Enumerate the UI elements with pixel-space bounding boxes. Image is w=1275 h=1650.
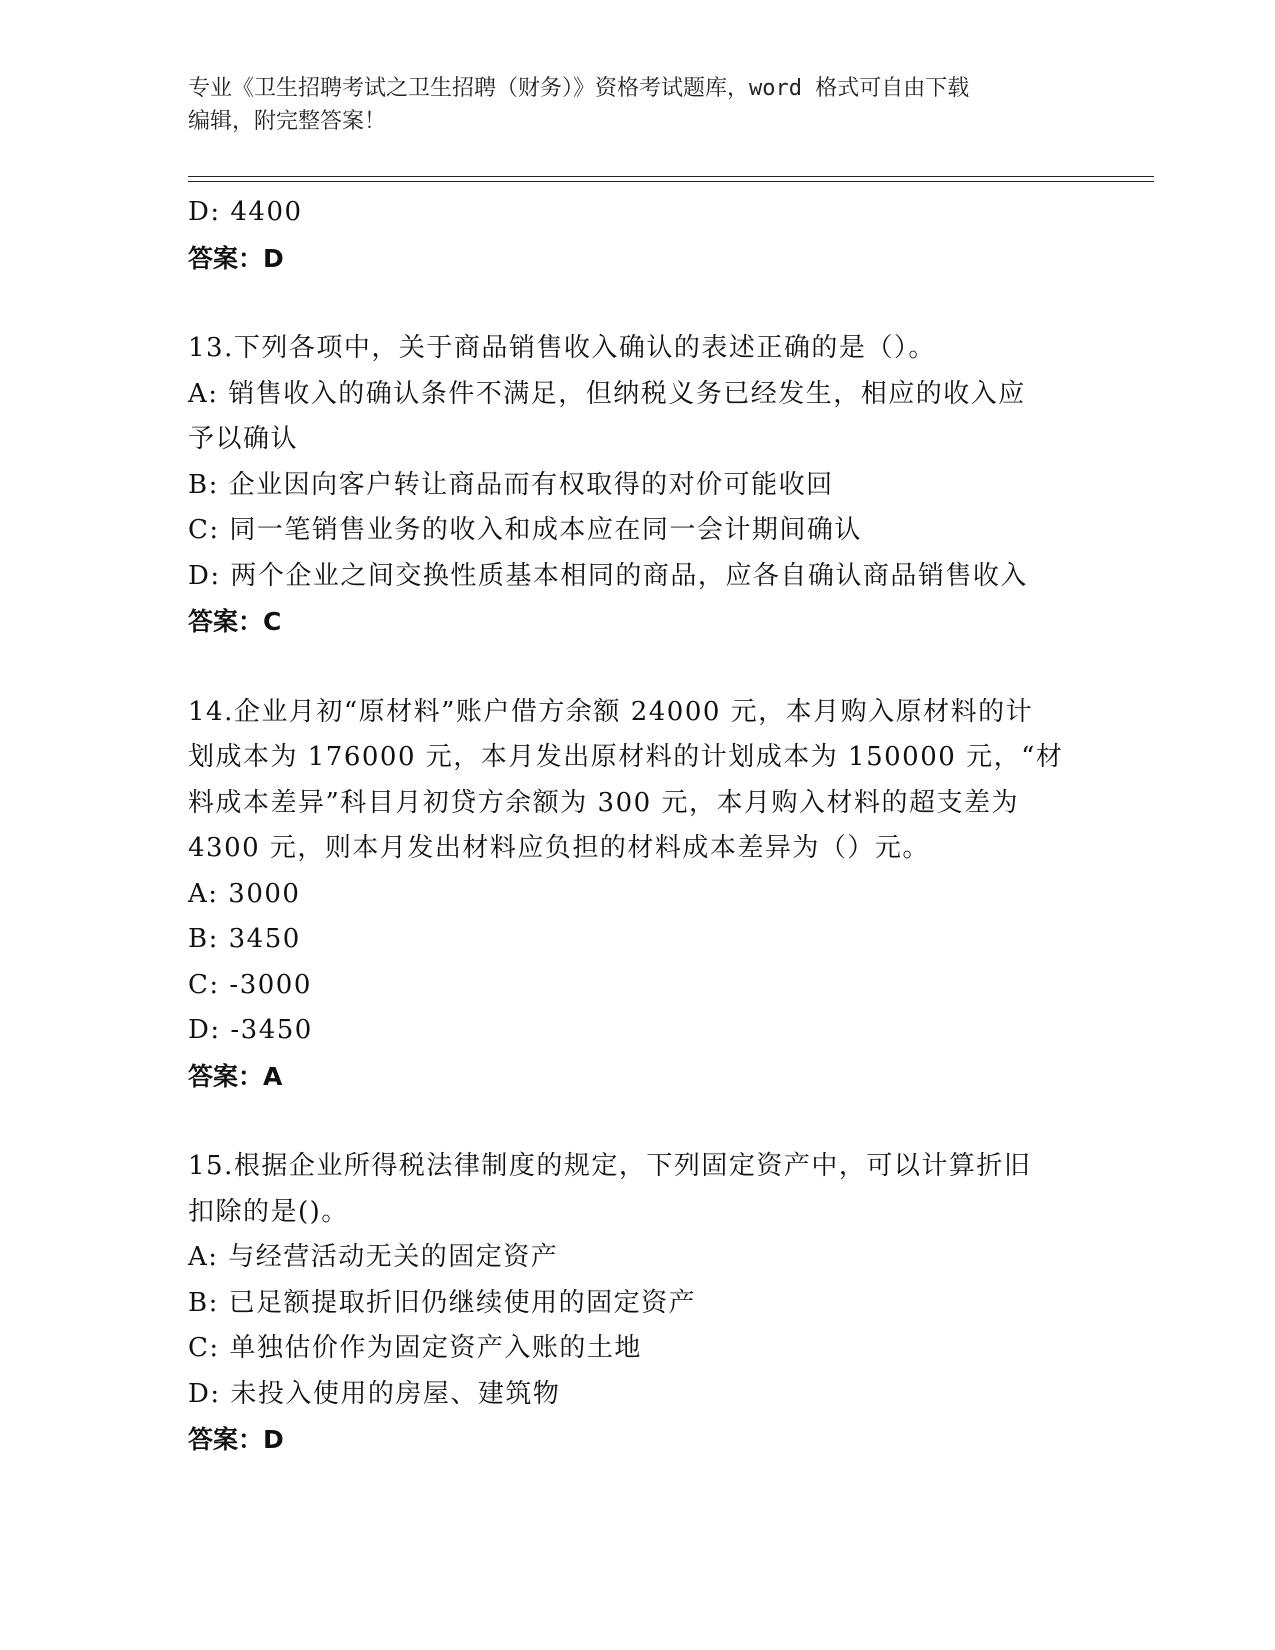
answer: 答案：A: [188, 1061, 283, 1091]
question-stem-continued: 划成本为 176000 元，本月发出原材料的计划成本为 150000 元，“材: [188, 742, 1064, 772]
option-b: B: 企业因向客户转让商品而有权取得的对价可能收回: [188, 469, 834, 500]
question-13: [188, 326, 1088, 645]
answer: 答案：D: [188, 243, 284, 273]
option-b: B: 3450: [188, 924, 301, 954]
header-divider-top: [188, 176, 1154, 177]
header-divider-bottom: [188, 181, 1154, 182]
header-line-2: 编辑，附完整答案！: [188, 109, 387, 134]
spacer: [188, 645, 1088, 690]
question-stem: 14.企业月初“原材料”账户借方余额 24000 元，本月购入原材料的计: [188, 696, 1034, 727]
question-stem-continued: 料成本差异”科目月初贷方余额为 300 元，本月购入材料的超支差为: [188, 787, 1019, 818]
option-a: A: 与经营活动无关的固定资产: [188, 1242, 559, 1272]
question-14: [188, 690, 1088, 1100]
question-list: [188, 190, 1088, 1463]
question-stem-continued: 扣除的是()。: [188, 1196, 349, 1227]
header-line-1: 专业《卫生招聘考试之卫生招聘（财务）》资格考试题库，word 格式可自由下载: [188, 76, 970, 101]
answer: 答案：D: [188, 1425, 284, 1454]
question-stem: 13.下列各项中，关于商品销售收入确认的表述正确的是（）。: [188, 333, 936, 363]
question-12-tail: [188, 190, 1088, 281]
option-d: D: 4400: [188, 197, 303, 227]
spacer: [188, 281, 1088, 326]
option-a: A: 3000: [188, 878, 301, 909]
option-a-continued: 予以确认: [188, 424, 299, 454]
option-a: A: 销售收入的确认条件不满足，但纳税义务已经发生，相应的收入应: [188, 378, 1026, 409]
answer: 答案：C: [188, 607, 282, 636]
option-b: B: 已足额提取折旧仍继续使用的固定资产: [188, 1287, 697, 1318]
option-d: D: -3450: [188, 1015, 313, 1045]
option-d: D: 未投入使用的房屋、建筑物: [188, 1378, 561, 1409]
option-c: C: 单独估价作为固定资产入账的土地: [188, 1333, 642, 1363]
spacer: [188, 1099, 1088, 1144]
question-stem: 15.根据企业所得税法律制度的规定，下列固定资产中，可以计算折旧: [188, 1151, 1032, 1181]
option-c: C: 同一笔销售业务的收入和成本应在同一会计期间确认: [188, 515, 862, 545]
option-d: D: 两个企业之间交换性质基本相同的商品，应各自确认商品销售收入: [188, 560, 1028, 591]
question-stem-continued: 4300 元，则本月发出材料应负担的材料成本差异为（）元。: [188, 833, 930, 863]
document-header: [188, 72, 1068, 138]
question-15: [188, 1144, 1088, 1463]
option-c: C: -3000: [188, 969, 312, 1000]
